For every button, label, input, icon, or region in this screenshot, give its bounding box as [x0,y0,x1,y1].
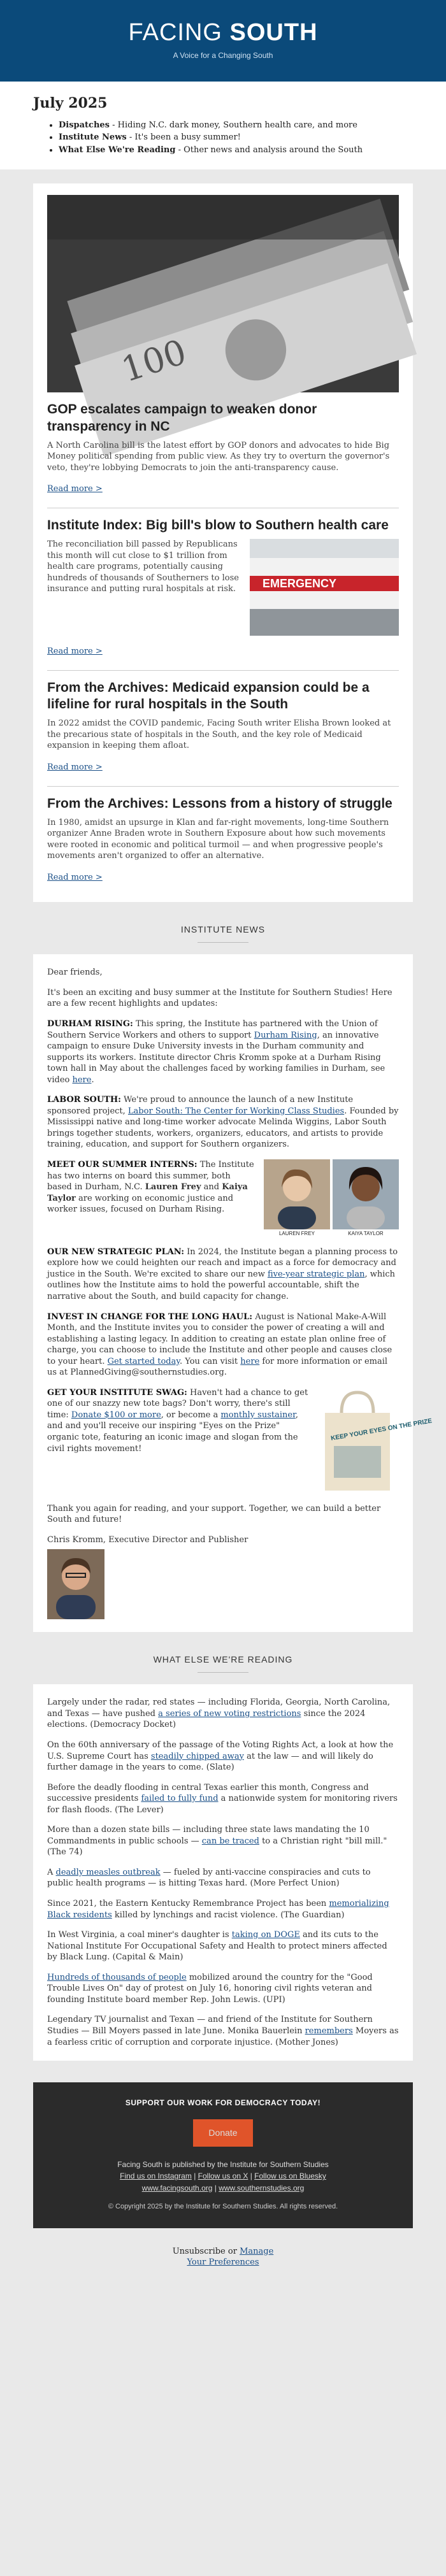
tote-bag-image[interactable] [316,1387,433,1494]
reading-link[interactable]: Hundreds of thousands of people [47,1972,187,1982]
logo-light-text: FACING [128,19,222,46]
more-info-link[interactable]: here [240,1356,260,1366]
reading-item [47,1867,399,1889]
greeting: Dear friends, [47,968,103,978]
read-more-link[interactable]: Read more > [47,647,103,657]
item-lead: MEET OUR SUMMER INTERNS: [47,1160,198,1170]
contents-label: What Else We're Reading [59,145,176,155]
preferences-link[interactable]: Your Preferences [187,2258,259,2268]
durham-rising-item [47,1019,399,1085]
read-more-link[interactable]: Read more > [47,484,103,494]
facing-south-logo[interactable] [0,17,446,49]
article-summary: A North Carolina bill is the latest effort by GOP donors and advocates to hide Big Money political spending from public view. As they try to overturn the governor's veto, they're lobbying Democrats to join the anti-transparency cause. [47,440,390,473]
item-text: , an innovative campaign to ensure Duke University invests in the Durham community and supports its workers. Institute director Chris Kromm spoke at a Durham Rising town hall in May about the challenges faced by working families in Durham, see video [47,1030,385,1085]
intern-name: Lauren Frey [145,1182,201,1192]
money-hero-image[interactable] [47,195,399,392]
intern-photo-kaiya [333,1159,399,1238]
durham-rising-link[interactable]: Durham Rising [254,1030,317,1040]
item-text: . Founded by Mississippi native and long-time worker advocate Melinda Wiggins, Labor South brings together students, workers, organizers, educators, and artists to provide training, education, and support for Southern organizers. [47,1106,399,1150]
chris-kromm-photo [47,1549,104,1619]
item-text: We're proud to announce the launch of a new Institute sponsored project, [47,1095,354,1116]
interns-item [47,1159,399,1238]
header-banner [0,0,446,82]
reading-link[interactable]: remembers [305,2026,353,2036]
reading-link[interactable]: failed to fully fund [141,1794,219,1804]
social-links: Find us on Instagram | Follow us on X | Follow us on Bluesky [120,2172,326,2181]
item-text: mobilized around the country for the "Good Trouble Lives On" day of protest on July 16, honoring civil rights veteran and founding Institute board member Rep. John Lewis. (UPI) [47,1972,373,2005]
item-text: . [91,1075,94,1085]
contents-text: - It's been a busy summer! [126,132,241,143]
instagram-link[interactable]: Find us on Instagram [120,2172,192,2181]
item-text: killed by lynchings and racist violence. (The Guardian) [112,1910,345,1920]
item-text: Moyers as a fearless critic of corruption and corporate injustice. (Mother Jones) [47,2026,399,2047]
donate-100-link[interactable]: Donate $100 or more [71,1410,161,1420]
support-heading: SUPPORT OUR WORK FOR DEMOCRACY TODAY! [125,2098,321,2108]
item-text: Before the deadly flooding in central Texas earlier this month, Congress and successive presidents [47,1782,369,1804]
contents-item [59,145,413,156]
article-title[interactable]: From the Archives: Lessons from a history of struggle [47,796,392,811]
donate-button[interactable]: Donate [193,2119,252,2147]
intern-photo-lauren [264,1159,330,1238]
item-text: The Institute has two interns on board this summer, both based in Durham, N.C. [47,1160,254,1192]
article-summary: In 2022 amidst the COVID pandemic, Facing South writer Elisha Brown looked at the precarious state of hospitals in the South, and the key role of Medicaid expansion in keeping them afloat. [47,719,391,751]
intro-section [0,82,446,169]
item-text: and its cuts to the National Institute For Occupational Safety and Health to protect miners affected by Black Lung. (Capital & Main) [47,1930,387,1963]
news-intro: It's been an exciting and busy summer at the Institute for Southern Studies! Here are a few recent highlights and updates: [47,987,392,1009]
reading-link[interactable]: deadly measles outbreak [55,1867,161,1877]
contents-text: - Hiding N.C. dark money, Southern health care, and more [110,120,357,130]
tagline: A Voice for a Changing South [173,51,273,61]
labor-south-item [47,1094,399,1150]
reading-item [47,1972,399,2006]
item-text: Largely under the radar, red states — including Florida, Georgia, North Carolina, and Texas — have pushed [47,1698,391,1719]
contents-label: Institute News [59,132,127,143]
read-more-link[interactable]: Read more > [47,872,103,882]
swag-text [47,1387,308,1494]
ambulance-sign-text: EMERGENCY [263,577,337,590]
issue-title: July 2025 [33,95,108,111]
item-lead: LABOR SOUTH: [47,1095,121,1105]
item-lead: INVEST IN CHANGE FOR THE LONG HAUL: [47,1312,253,1322]
item-text: , or become a [161,1410,221,1420]
item-lead: OUR NEW STRATEGIC PLAN: [47,1247,185,1257]
reading-link[interactable]: steadily chipped away [150,1751,244,1761]
unsubscribe-text: Unsubscribe or [172,2246,240,2256]
item-text: Haven't had a chance to get one of our snazzy new tote bags? Don't worry, there's still time: [47,1387,308,1420]
read-more-link[interactable]: Read more > [47,762,103,772]
item-text: , which outlines how the Institute aims to hold the powerful accountable, shift the narrative about the South, and build capacity for change. [47,1269,396,1302]
contents-label: Dispatches [59,120,110,130]
ambulance-image[interactable] [250,539,399,636]
section-heading-text: WHAT ELSE WE'RE READING [153,1654,293,1665]
interns-text [47,1159,257,1238]
invest-item [47,1312,399,1378]
article-title[interactable]: GOP escalates campaign to weaken donor transparency in NC [47,402,317,434]
item-text: More than a dozen state bills — including three state laws mandating the 10 Commandments in public schools — [47,1825,370,1846]
monthly-sustainer-link[interactable]: monthly sustainer [220,1410,296,1420]
institute-news-card [33,954,433,1632]
unsubscribe-section [0,2228,446,2281]
video-link[interactable]: here [72,1075,92,1085]
item-text: . You can visit [180,1356,241,1366]
contents-text: - Other news and analysis around the South [175,145,363,155]
section-heading-text: INSTITUTE NEWS [180,924,266,935]
reading-item [47,1898,399,1921]
reading-item [47,1782,399,1816]
dispatches-card [33,183,413,902]
reading-link[interactable]: can be traced [201,1836,259,1846]
photo-caption: KAIYA TAYLOR [348,1231,384,1237]
southernstudies-link[interactable]: www.southernstudies.org [219,2183,305,2193]
reading-card [33,1684,413,2061]
reading-item [47,1697,399,1731]
reading-heading [0,1632,446,1684]
reading-item [47,1824,399,1858]
reading-item [47,1929,399,1963]
svg-text:100: 100 [117,331,191,390]
article-title[interactable]: From the Archives: Medicaid expansion could be a lifeline for rural hospitals in the South [47,680,370,712]
footer [33,2082,413,2228]
article-summary: In 1980, amidst an upsurge in Klan and far-right movements, long-time Southern organizer Anne Braden wrote in Southern Exposure about how such movements were rooted in economic and political turmoil — and when progressive people's movements aren't organized to offer an alternative. [47,817,389,861]
item-text: This spring, the Institute has partnered with the Union of Southern Service Workers and others to support [47,1019,378,1040]
article-summary: The reconciliation bill passed by Republicans this month will cut close to $1 trillion from health care programs, potentially causing hundreds of thousands of Southerners to lose insurance and putting rural hospitals at risk. [47,540,239,594]
item-text: Legendary TV journalist and Texan — and friend of the Institute for Southern Studies — Bill Moyers passed in late June. Monika Bauerlein [47,2015,373,2036]
item-text: and [201,1182,222,1192]
publisher-line: Facing South is published by the Institute for Southern Studies [117,2160,329,2170]
item-text: since the 2024 elections. (Democracy Docket) [47,1708,366,1730]
intern-name: Kaiya Taylor [47,1182,248,1203]
item-text: for more information or email us at PlannedGiving@southernstudies.org. [47,1356,388,1378]
reading-link[interactable]: a series of new voting restrictions [158,1708,301,1719]
reading-link[interactable]: memorializing Black residents [47,1899,389,1920]
reading-item [47,2014,399,2048]
item-text: a nationwide system for monitoring rivers for flash floods. (The Lever) [47,1794,398,1815]
x-link[interactable]: Follow us on X [198,2172,248,2181]
item-text: A [47,1867,56,1877]
labor-south-link[interactable]: Labor South: The Center for Working Class Studies [127,1106,345,1116]
swag-item [47,1387,433,1494]
item-text: In West Virginia, a coal miner's daughter is [47,1930,232,1940]
strategic-plan-link[interactable]: five-year strategic plan [267,1269,365,1279]
strategic-plan-item [47,1247,399,1303]
tote-slogan-text: KEEP YOUR EYES ON THE PRIZE [330,1417,433,1442]
item-text: to a Christian right "bill mill." (The 74) [47,1836,387,1857]
manage-link[interactable]: Manage [240,2246,274,2256]
contents-item [59,120,413,131]
contents-list [33,120,413,156]
reading-link[interactable]: taking on DOGE [231,1930,300,1940]
item-text: , and and you'll receive our inspiring "Eyes on the Prize" organic tote, featuring an iconic image and slogan from the civil rights movement! [47,1410,299,1454]
item-lead: GET YOUR INSTITUTE SWAG: [47,1387,187,1398]
institute-news-heading [0,902,446,954]
photo-caption: LAUREN FREY [278,1231,315,1237]
item-text: August is National Make-A-Will Month, and the Institute invites you to consider the power of creating a will and establishing a lasting legacy. In addition to creating an estate plan online free of charge, you can choose to include the Institute and other people and causes close to your heart. [47,1312,392,1366]
item-text: are working on economic justice and worker issues, focused on Durham Rising. [47,1193,234,1215]
item-lead: DURHAM RISING: [47,1019,133,1029]
item-text: — fueled by anti-vaccine conspiracies and cuts to public health programs — is hitting Texas hard. (More Perfect Union) [47,1867,371,1889]
reading-item [47,1740,399,1773]
signature: Chris Kromm, Executive Director and Publisher [47,1535,248,1545]
logo-bold-text: SOUTH [229,19,318,46]
item-text: at the law — and will likely do further damage in the years to come. (Slate) [47,1751,373,1773]
thanks-text: Thank you again for reading, and your support. Together, we can build a better South and future! [47,1503,381,1525]
copyright: © Copyright 2025 by the Institute for Southern Studies. All rights reserved. [108,2202,338,2210]
contents-item [59,132,413,143]
article-title[interactable]: Institute Index: Big bill's blow to Southern health care [47,518,389,533]
site-links: www.facingsouth.org | www.southernstudies.org [141,2183,305,2193]
item-text: On the 60th anniversary of the passage of the Voting Rights Act, a look at how the U.S. Supreme Court has [47,1740,394,1761]
get-started-link[interactable]: Get started today [107,1356,180,1366]
item-text: In 2024, the Institute began a planning process to explore how we could heighten our reach and impact as a force for democracy and justice in the South. We're excited to share our new [47,1247,398,1279]
item-text: Since 2021, the Eastern Kentucky Remembrance Project has been [47,1899,329,1909]
facingsouth-link[interactable]: www.facingsouth.org [141,2183,213,2193]
bluesky-link[interactable]: Follow us on Bluesky [254,2172,326,2181]
